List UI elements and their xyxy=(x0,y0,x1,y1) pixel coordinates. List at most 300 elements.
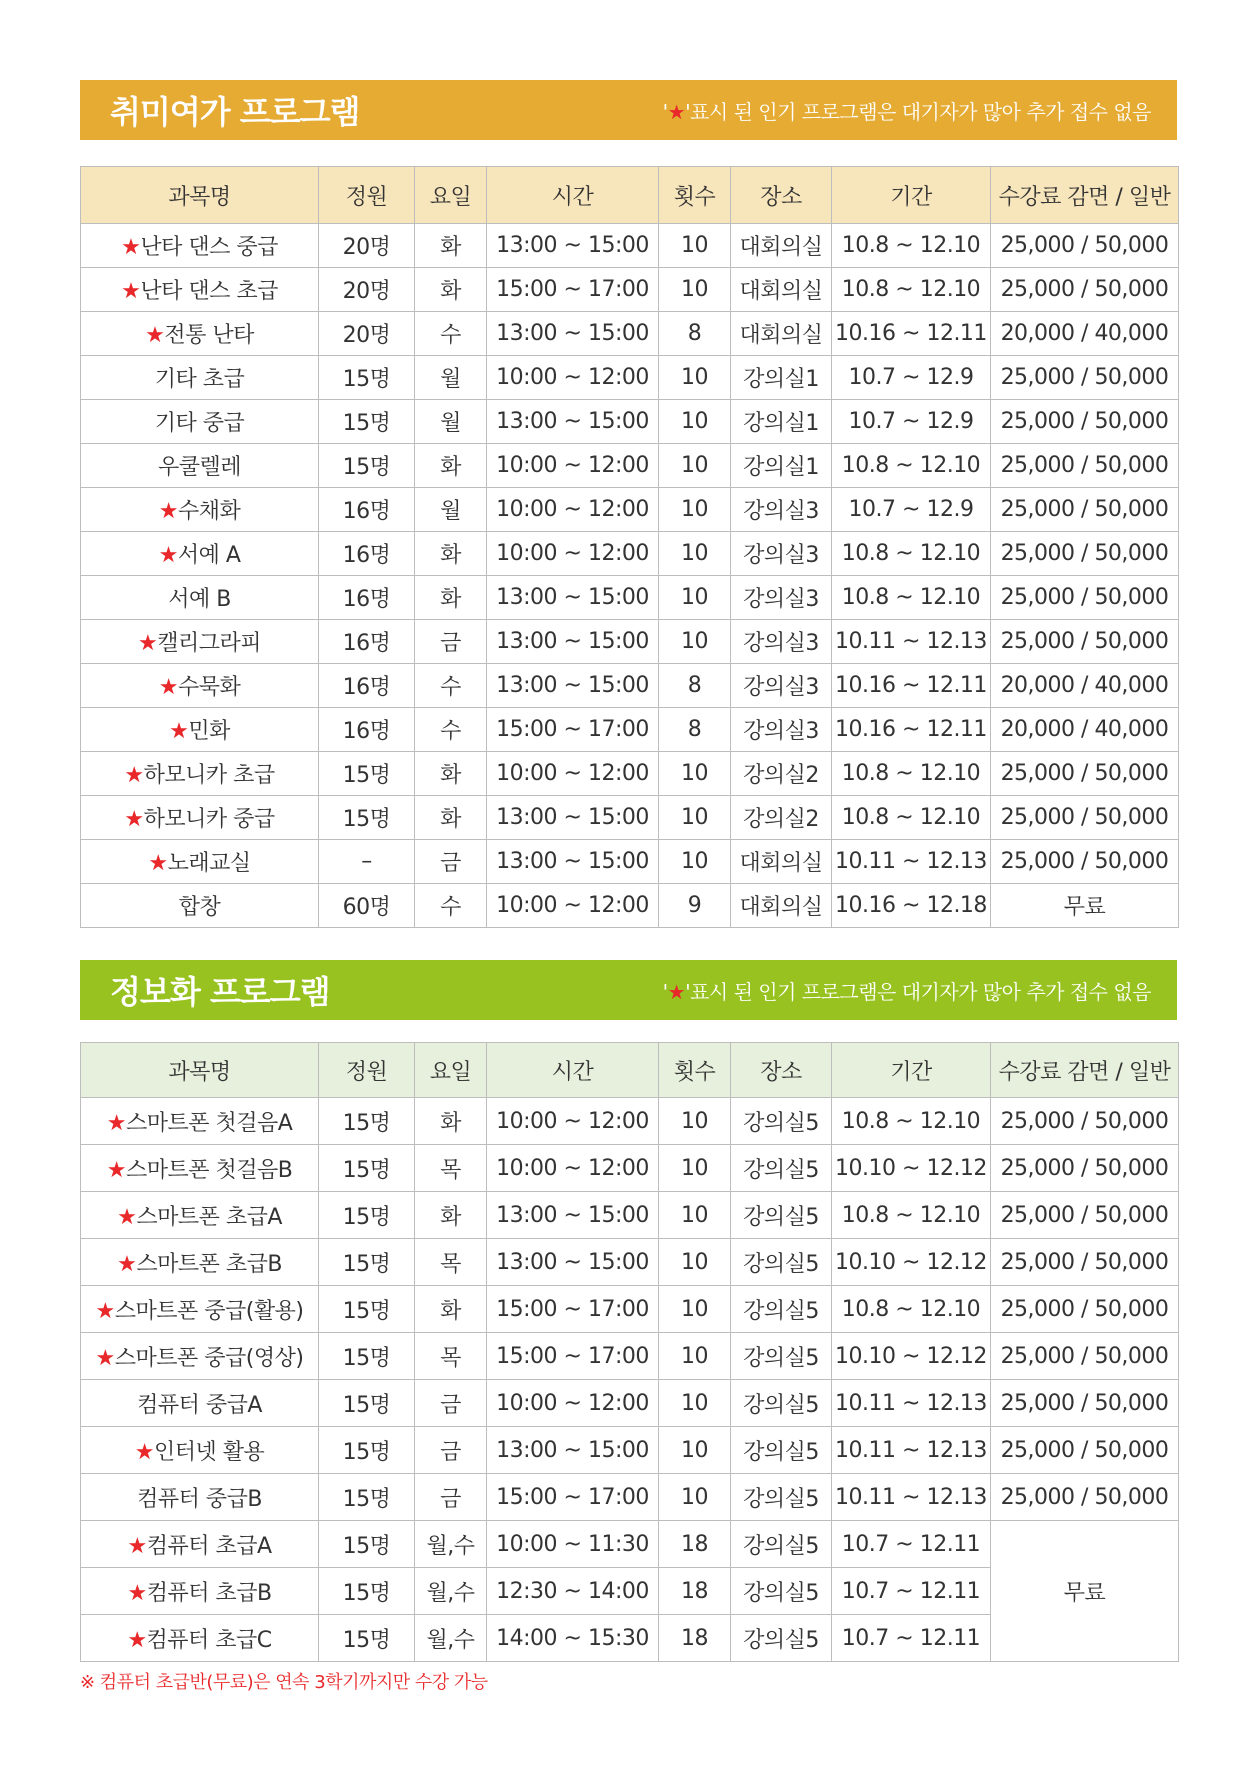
time-cell: 10:00 ~ 12:00 xyxy=(487,752,659,796)
course-name: 수채화 xyxy=(177,499,241,524)
time-cell: 10:00 ~ 12:00 xyxy=(487,444,659,488)
place-cell: 강의실3 xyxy=(731,664,832,708)
period-cell: 10.11 ~ 12.13 xyxy=(832,1474,991,1521)
place-cell: 강의실5 xyxy=(731,1286,832,1333)
star-icon: ★ xyxy=(121,279,141,304)
fee-cell: 25,000 / 50,000 xyxy=(991,400,1179,444)
course-name-cell xyxy=(81,576,319,620)
star-icon: ★ xyxy=(95,1345,115,1371)
footnote: ※ 컴퓨터 초급반(무료)은 연속 3학기까지만 수강 가능 xyxy=(80,1672,488,1693)
place-cell: 대회의실 xyxy=(731,312,832,356)
fee-cell: 20,000 / 40,000 xyxy=(991,312,1179,356)
time-cell: 15:00 ~ 17:00 xyxy=(487,1286,659,1333)
period-cell: 10.16 ~ 12.11 xyxy=(832,664,991,708)
capacity-cell: 15명 xyxy=(319,1286,415,1333)
table-row xyxy=(81,1380,1179,1427)
table-row xyxy=(81,576,1179,620)
course-name: 스마트폰 첫걸음A xyxy=(125,1110,293,1136)
day-cell: 수 xyxy=(415,664,487,708)
capacity-cell: 15명 xyxy=(319,1615,415,1662)
table-header-row xyxy=(81,167,1179,224)
column-header: 정원 xyxy=(319,1043,415,1098)
count-cell: 8 xyxy=(659,312,731,356)
course-name-cell xyxy=(81,444,319,488)
fee-cell: 25,000 / 50,000 xyxy=(991,1239,1179,1286)
fee-cell: 25,000 / 50,000 xyxy=(991,488,1179,532)
count-cell: 10 xyxy=(659,1145,731,1192)
count-cell: 10 xyxy=(659,488,731,532)
section1-note xyxy=(663,96,1151,125)
table-row xyxy=(81,356,1179,400)
table-row xyxy=(81,312,1179,356)
count-cell: 10 xyxy=(659,268,731,312)
course-name: 하모니카 중급 xyxy=(143,807,275,832)
table-row xyxy=(81,1239,1179,1286)
quote-open: ' xyxy=(662,99,668,124)
period-cell: 10.8 ~ 12.10 xyxy=(832,1192,991,1239)
course-name: 스마트폰 초급A xyxy=(136,1204,282,1230)
day-cell: 월 xyxy=(415,400,487,444)
star-icon: ★ xyxy=(124,807,144,832)
table-row xyxy=(81,1098,1179,1145)
course-name-cell xyxy=(81,356,319,400)
capacity-cell: 15명 xyxy=(319,1380,415,1427)
course-name: 기타 초급 xyxy=(154,367,245,392)
time-cell: 13:00 ~ 15:00 xyxy=(487,664,659,708)
day-cell: 월,수 xyxy=(415,1521,487,1568)
place-cell: 강의실5 xyxy=(731,1145,832,1192)
count-cell: 10 xyxy=(659,1192,731,1239)
time-cell: 15:00 ~ 17:00 xyxy=(487,1333,659,1380)
period-cell: 10.10 ~ 12.12 xyxy=(832,1239,991,1286)
star-icon: ★ xyxy=(117,1204,137,1230)
star-icon: ★ xyxy=(127,1533,147,1559)
period-cell: 10.8 ~ 12.10 xyxy=(832,224,991,268)
star-icon: ★ xyxy=(127,1627,147,1653)
place-cell: 강의실3 xyxy=(731,488,832,532)
place-cell: 강의실1 xyxy=(731,356,832,400)
table-row xyxy=(81,488,1179,532)
day-cell: 월 xyxy=(415,356,487,400)
fee-cell: 25,000 / 50,000 xyxy=(991,356,1179,400)
capacity-cell: 15명 xyxy=(319,400,415,444)
day-cell: 화 xyxy=(415,532,487,576)
period-cell: 10.7 ~ 12.11 xyxy=(832,1521,991,1568)
capacity-cell: 16명 xyxy=(319,576,415,620)
column-header: 과목명 xyxy=(81,1043,319,1098)
course-name: 캘리그라피 xyxy=(157,631,261,656)
day-cell: 금 xyxy=(415,840,487,884)
count-cell: 10 xyxy=(659,620,731,664)
period-cell: 10.8 ~ 12.10 xyxy=(832,532,991,576)
day-cell: 화 xyxy=(415,576,487,620)
period-cell: 10.16 ~ 12.18 xyxy=(832,884,991,928)
capacity-cell: 15명 xyxy=(319,1098,415,1145)
table-row xyxy=(81,1145,1179,1192)
period-cell: 10.10 ~ 12.12 xyxy=(832,1333,991,1380)
course-name-cell xyxy=(81,1521,319,1568)
star-icon: ★ xyxy=(106,1157,126,1183)
quote-open: ' xyxy=(662,979,668,1004)
star-icon: ★ xyxy=(158,543,178,568)
course-name: 수묵화 xyxy=(177,675,241,700)
table-row xyxy=(81,1521,1179,1568)
table-row xyxy=(81,224,1179,268)
place-cell: 강의실1 xyxy=(731,444,832,488)
day-cell: 화 xyxy=(415,752,487,796)
course-name-cell xyxy=(81,1427,319,1474)
count-cell: 8 xyxy=(659,708,731,752)
section2-note xyxy=(663,976,1151,1005)
day-cell: 수 xyxy=(415,312,487,356)
course-name-cell xyxy=(81,840,319,884)
table-row xyxy=(81,752,1179,796)
place-cell: 강의실5 xyxy=(731,1192,832,1239)
time-cell: 12:30 ~ 14:00 xyxy=(487,1568,659,1615)
column-header: 기간 xyxy=(832,1043,991,1098)
capacity-cell: 15명 xyxy=(319,1145,415,1192)
star-icon: ★ xyxy=(121,235,141,260)
time-cell: 10:00 ~ 11:30 xyxy=(487,1521,659,1568)
time-cell: 15:00 ~ 17:00 xyxy=(487,1474,659,1521)
course-name: 컴퓨터 중급B xyxy=(137,1486,262,1512)
table-row xyxy=(81,1427,1179,1474)
place-cell: 강의실5 xyxy=(731,1568,832,1615)
capacity-cell: 20명 xyxy=(319,312,415,356)
fee-cell: 25,000 / 50,000 xyxy=(991,1474,1179,1521)
time-cell: 10:00 ~ 12:00 xyxy=(487,884,659,928)
count-cell: 10 xyxy=(659,1333,731,1380)
time-cell: 10:00 ~ 12:00 xyxy=(487,356,659,400)
fee-cell: 20,000 / 40,000 xyxy=(991,664,1179,708)
place-cell: 강의실5 xyxy=(731,1521,832,1568)
day-cell: 금 xyxy=(415,620,487,664)
day-cell: 금 xyxy=(415,1427,487,1474)
fee-cell: 25,000 / 50,000 xyxy=(991,840,1179,884)
period-cell: 10.8 ~ 12.10 xyxy=(832,576,991,620)
table-row xyxy=(81,532,1179,576)
fee-cell: 25,000 / 50,000 xyxy=(991,1427,1179,1474)
place-cell: 강의실5 xyxy=(731,1333,832,1380)
capacity-cell: – xyxy=(319,840,415,884)
capacity-cell: 15명 xyxy=(319,1521,415,1568)
course-name-cell xyxy=(81,1380,319,1427)
table-row xyxy=(81,268,1179,312)
period-cell: 10.8 ~ 12.10 xyxy=(832,1286,991,1333)
time-cell: 13:00 ~ 15:00 xyxy=(487,224,659,268)
column-header: 정원 xyxy=(319,167,415,224)
star-icon: ★ xyxy=(138,631,158,656)
star-icon: ★ xyxy=(158,675,178,700)
table-row xyxy=(81,1192,1179,1239)
star-icon: ★ xyxy=(95,1298,115,1324)
star-icon: ★ xyxy=(667,979,686,1004)
time-cell: 15:00 ~ 17:00 xyxy=(487,268,659,312)
fee-cell: 25,000 / 50,000 xyxy=(991,1380,1179,1427)
section2-banner xyxy=(80,960,1177,1020)
star-icon: ★ xyxy=(169,719,189,744)
capacity-cell: 15명 xyxy=(319,796,415,840)
course-name-cell xyxy=(81,1568,319,1615)
course-name-cell xyxy=(81,708,319,752)
place-cell: 강의실5 xyxy=(731,1615,832,1662)
table-row xyxy=(81,796,1179,840)
day-cell: 화 xyxy=(415,444,487,488)
fee-cell: 25,000 / 50,000 xyxy=(991,1192,1179,1239)
day-cell: 금 xyxy=(415,1474,487,1521)
star-icon: ★ xyxy=(106,1110,126,1136)
table-row xyxy=(81,1286,1179,1333)
star-icon: ★ xyxy=(124,763,144,788)
period-cell: 10.7 ~ 12.11 xyxy=(832,1615,991,1662)
day-cell: 금 xyxy=(415,1380,487,1427)
time-cell: 13:00 ~ 15:00 xyxy=(487,840,659,884)
count-cell: 10 xyxy=(659,444,731,488)
time-cell: 13:00 ~ 15:00 xyxy=(487,576,659,620)
course-name: 스마트폰 첫걸음B xyxy=(125,1157,293,1183)
table-row xyxy=(81,840,1179,884)
course-name-cell xyxy=(81,1615,319,1662)
course-name: 인터넷 활용 xyxy=(153,1439,265,1465)
place-cell: 강의실3 xyxy=(731,532,832,576)
place-cell: 대회의실 xyxy=(731,840,832,884)
column-header: 수강료 감면 / 일반 xyxy=(991,1043,1179,1098)
column-header: 시간 xyxy=(487,1043,659,1098)
table-row xyxy=(81,1474,1179,1521)
count-cell: 10 xyxy=(659,752,731,796)
count-cell: 10 xyxy=(659,1380,731,1427)
course-name: 난타 댄스 중급 xyxy=(140,235,278,260)
section2-title: 정보화 프로그램 xyxy=(110,973,330,1011)
column-header: 과목명 xyxy=(81,167,319,224)
course-name-cell xyxy=(81,1239,319,1286)
fee-cell: 25,000 / 50,000 xyxy=(991,444,1179,488)
period-cell: 10.8 ~ 12.10 xyxy=(832,752,991,796)
day-cell: 수 xyxy=(415,708,487,752)
period-cell: 10.11 ~ 12.13 xyxy=(832,1427,991,1474)
place-cell: 강의실2 xyxy=(731,752,832,796)
column-header: 수강료 감면 / 일반 xyxy=(991,167,1179,224)
place-cell: 강의실3 xyxy=(731,576,832,620)
course-name-cell xyxy=(81,532,319,576)
count-cell: 9 xyxy=(659,884,731,928)
place-cell: 강의실3 xyxy=(731,708,832,752)
capacity-cell: 15명 xyxy=(319,356,415,400)
course-name: 난타 댄스 초급 xyxy=(140,279,278,304)
count-cell: 10 xyxy=(659,840,731,884)
section1-banner xyxy=(80,80,1177,140)
star-icon: ★ xyxy=(134,1439,154,1465)
day-cell: 화 xyxy=(415,796,487,840)
course-name-cell xyxy=(81,268,319,312)
course-name-cell xyxy=(81,1145,319,1192)
course-name-cell xyxy=(81,1286,319,1333)
time-cell: 13:00 ~ 15:00 xyxy=(487,620,659,664)
capacity-cell: 15명 xyxy=(319,1427,415,1474)
course-name: 노래교실 xyxy=(167,851,251,876)
course-name: 기타 중급 xyxy=(154,411,245,436)
period-cell: 10.8 ~ 12.10 xyxy=(832,268,991,312)
count-cell: 18 xyxy=(659,1568,731,1615)
fee-cell: 25,000 / 50,000 xyxy=(991,1333,1179,1380)
period-cell: 10.16 ~ 12.11 xyxy=(832,708,991,752)
fee-cell: 무료 xyxy=(991,1521,1179,1662)
place-cell: 대회의실 xyxy=(731,268,832,312)
capacity-cell: 16명 xyxy=(319,532,415,576)
fee-cell: 25,000 / 50,000 xyxy=(991,268,1179,312)
course-name-cell xyxy=(81,224,319,268)
column-header: 시간 xyxy=(487,167,659,224)
fee-cell: 25,000 / 50,000 xyxy=(991,1098,1179,1145)
period-cell: 10.11 ~ 12.13 xyxy=(832,840,991,884)
table-row xyxy=(81,444,1179,488)
course-name-cell xyxy=(81,1333,319,1380)
note-text: '표시 된 인기 프로그램은 대기자가 많아 추가 접수 없음 xyxy=(685,979,1151,1004)
count-cell: 10 xyxy=(659,400,731,444)
course-name-cell xyxy=(81,796,319,840)
fee-cell: 25,000 / 50,000 xyxy=(991,1286,1179,1333)
course-name: 민화 xyxy=(188,719,230,744)
count-cell: 18 xyxy=(659,1521,731,1568)
course-name-cell xyxy=(81,884,319,928)
time-cell: 10:00 ~ 12:00 xyxy=(487,532,659,576)
course-name-cell xyxy=(81,1474,319,1521)
period-cell: 10.7 ~ 12.9 xyxy=(832,488,991,532)
period-cell: 10.11 ~ 12.13 xyxy=(832,1380,991,1427)
count-cell: 10 xyxy=(659,532,731,576)
fee-cell: 25,000 / 50,000 xyxy=(991,532,1179,576)
fee-cell: 25,000 / 50,000 xyxy=(991,796,1179,840)
time-cell: 10:00 ~ 12:00 xyxy=(487,488,659,532)
day-cell: 화 xyxy=(415,1192,487,1239)
time-cell: 10:00 ~ 12:00 xyxy=(487,1380,659,1427)
day-cell: 화 xyxy=(415,1286,487,1333)
fee-cell: 무료 xyxy=(991,884,1179,928)
period-cell: 10.10 ~ 12.12 xyxy=(832,1145,991,1192)
capacity-cell: 16명 xyxy=(319,620,415,664)
time-cell: 13:00 ~ 15:00 xyxy=(487,312,659,356)
period-cell: 10.7 ~ 12.9 xyxy=(832,400,991,444)
capacity-cell: 15명 xyxy=(319,1568,415,1615)
course-name-cell xyxy=(81,400,319,444)
place-cell: 강의실5 xyxy=(731,1098,832,1145)
time-cell: 10:00 ~ 12:00 xyxy=(487,1098,659,1145)
column-header: 장소 xyxy=(731,1043,832,1098)
course-name-cell xyxy=(81,664,319,708)
hobby-program-table xyxy=(80,166,1179,928)
period-cell: 10.8 ~ 12.10 xyxy=(832,1098,991,1145)
place-cell: 강의실5 xyxy=(731,1239,832,1286)
day-cell: 월,수 xyxy=(415,1615,487,1662)
count-cell: 10 xyxy=(659,356,731,400)
star-icon: ★ xyxy=(148,851,168,876)
capacity-cell: 15명 xyxy=(319,1239,415,1286)
capacity-cell: 15명 xyxy=(319,444,415,488)
fee-cell: 25,000 / 50,000 xyxy=(991,1145,1179,1192)
it-program-table xyxy=(80,1042,1179,1662)
capacity-cell: 16명 xyxy=(319,664,415,708)
table-row xyxy=(81,620,1179,664)
column-header: 장소 xyxy=(731,167,832,224)
course-name: 스마트폰 중급(활용) xyxy=(114,1298,304,1324)
note-text: '표시 된 인기 프로그램은 대기자가 많아 추가 접수 없음 xyxy=(685,99,1151,124)
fee-cell: 25,000 / 50,000 xyxy=(991,224,1179,268)
period-cell: 10.16 ~ 12.11 xyxy=(832,312,991,356)
table-header-row xyxy=(81,1043,1179,1098)
course-name-cell xyxy=(81,1098,319,1145)
capacity-cell: 60명 xyxy=(319,884,415,928)
capacity-cell: 16명 xyxy=(319,708,415,752)
capacity-cell: 15명 xyxy=(319,1192,415,1239)
course-name: 우쿨렐레 xyxy=(157,455,241,480)
day-cell: 월 xyxy=(415,488,487,532)
course-name: 합창 xyxy=(178,895,221,920)
star-icon: ★ xyxy=(117,1251,137,1277)
star-icon: ★ xyxy=(127,1580,147,1606)
place-cell: 강의실5 xyxy=(731,1474,832,1521)
star-icon: ★ xyxy=(667,99,686,124)
course-name: 서예 B xyxy=(168,587,231,612)
column-header: 요일 xyxy=(415,167,487,224)
time-cell: 14:00 ~ 15:30 xyxy=(487,1615,659,1662)
day-cell: 목 xyxy=(415,1239,487,1286)
course-name-cell xyxy=(81,488,319,532)
time-cell: 15:00 ~ 17:00 xyxy=(487,708,659,752)
course-name: 컴퓨터 초급B xyxy=(146,1580,272,1606)
table-row xyxy=(81,708,1179,752)
column-header: 기간 xyxy=(832,167,991,224)
course-name: 컴퓨터 초급A xyxy=(146,1533,272,1559)
fee-cell: 25,000 / 50,000 xyxy=(991,576,1179,620)
place-cell: 강의실2 xyxy=(731,796,832,840)
place-cell: 강의실3 xyxy=(731,620,832,664)
course-name-cell xyxy=(81,1192,319,1239)
course-name: 스마트폰 초급B xyxy=(136,1251,282,1277)
capacity-cell: 20명 xyxy=(319,224,415,268)
count-cell: 18 xyxy=(659,1615,731,1662)
course-name: 컴퓨터 초급C xyxy=(146,1627,272,1653)
period-cell: 10.7 ~ 12.9 xyxy=(832,356,991,400)
place-cell: 강의실5 xyxy=(731,1427,832,1474)
count-cell: 10 xyxy=(659,1427,731,1474)
count-cell: 10 xyxy=(659,224,731,268)
course-name: 컴퓨터 중급A xyxy=(137,1392,262,1418)
day-cell: 화 xyxy=(415,1098,487,1145)
time-cell: 13:00 ~ 15:00 xyxy=(487,400,659,444)
time-cell: 13:00 ~ 15:00 xyxy=(487,796,659,840)
day-cell: 수 xyxy=(415,884,487,928)
capacity-cell: 15명 xyxy=(319,1333,415,1380)
fee-cell: 20,000 / 40,000 xyxy=(991,708,1179,752)
period-cell: 10.7 ~ 12.11 xyxy=(832,1568,991,1615)
count-cell: 10 xyxy=(659,1286,731,1333)
count-cell: 10 xyxy=(659,1474,731,1521)
place-cell: 강의실1 xyxy=(731,400,832,444)
time-cell: 13:00 ~ 15:00 xyxy=(487,1192,659,1239)
column-header: 횟수 xyxy=(659,167,731,224)
day-cell: 화 xyxy=(415,224,487,268)
star-icon: ★ xyxy=(145,323,165,348)
capacity-cell: 20명 xyxy=(319,268,415,312)
table-row xyxy=(81,1333,1179,1380)
count-cell: 10 xyxy=(659,1239,731,1286)
column-header: 횟수 xyxy=(659,1043,731,1098)
place-cell: 강의실5 xyxy=(731,1380,832,1427)
table-row xyxy=(81,664,1179,708)
count-cell: 10 xyxy=(659,1098,731,1145)
day-cell: 화 xyxy=(415,268,487,312)
day-cell: 월,수 xyxy=(415,1568,487,1615)
